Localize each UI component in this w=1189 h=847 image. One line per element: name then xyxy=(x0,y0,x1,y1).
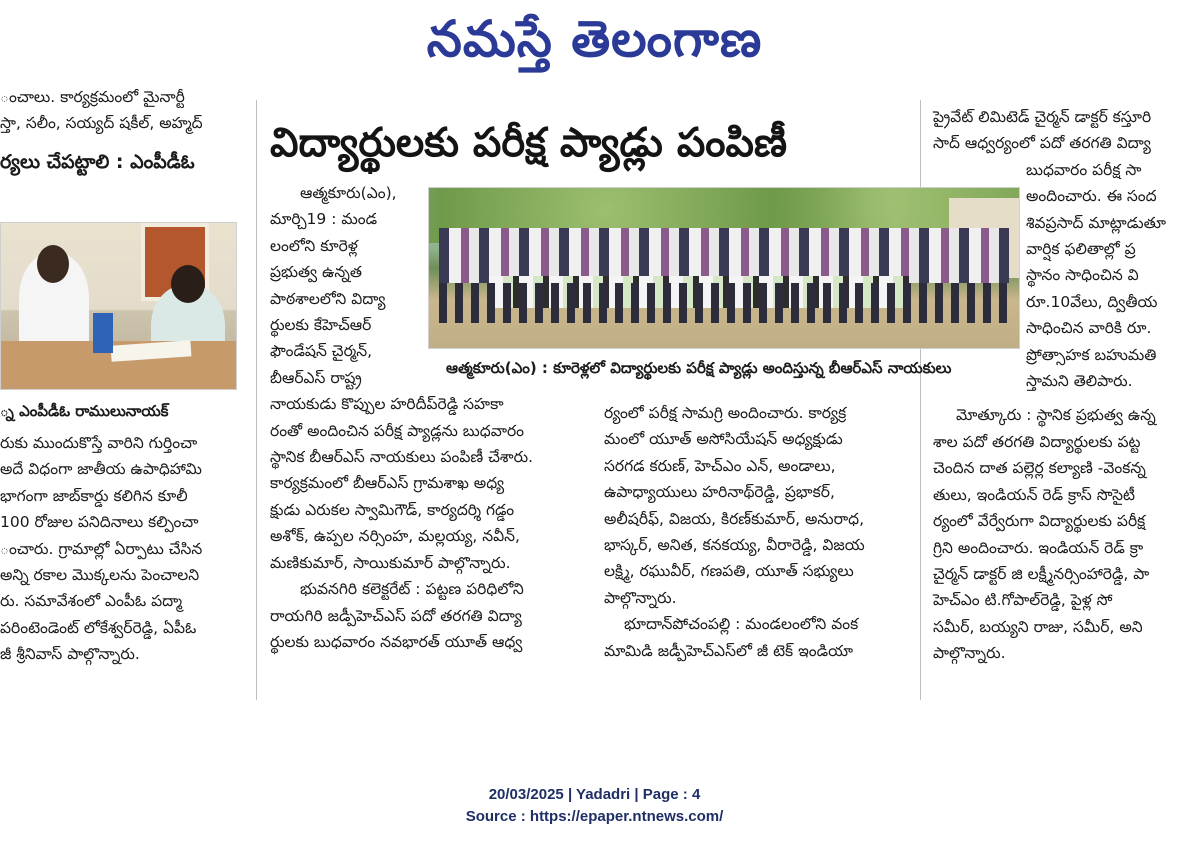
left-body-line: రుకు ముందుకొస్తే వారిని గుర్తించా xyxy=(0,434,198,452)
newspaper-masthead: నమస్తే తెలంగాణ xyxy=(426,10,763,68)
officials-photo xyxy=(0,222,237,390)
article-line: మంలో యూత్ అసోసియేషన్ అధ్యక్షుడు xyxy=(604,430,843,449)
left-subheadline: ర్యలు చేపట్టాలి : ఎంపీడీఓ xyxy=(0,150,195,173)
article-line: నాయకుడు కొప్పుల హరిదీప్‌రెడ్డి సహకా xyxy=(270,395,504,414)
article-line: లంలోని కూరెళ్ల xyxy=(270,236,358,255)
right-line: ప్రైవేట్ లిమిటెడ్ చైర్మన్ డాక్టర్ కస్తూరి xyxy=(933,108,1152,126)
article-line: ర్యంలో పరీక్ష సామగ్రి అందించారు. కార్యక్ర xyxy=(604,404,847,422)
article-line: అలీషరీఫ్, విజయ, కిరణ్‌కుమార్, అనురాధ, xyxy=(604,509,865,528)
article-line: రాయగిరి జడ్పీహెచ్‌ఎస్ పదో తరగతి విద్యా xyxy=(270,606,522,625)
person-figure xyxy=(37,245,69,283)
article-column-a xyxy=(270,180,588,700)
article-line: సరగడ కరుణ్, హెచ్‌ఎం ఎన్, అండాలు, xyxy=(604,456,836,475)
left-body-line: అన్ని రకాల మొక్కలను పెంచాలని xyxy=(0,566,200,585)
article-line: భూదాన్‌పోచంపల్లి : మండలంలోని వంక xyxy=(624,615,859,634)
article-line: ర్థులకు కేహెచ్‌ఆర్ xyxy=(270,316,372,335)
group-photo-caption: ఆత్మకూరు(ఎం) : కూరెళ్లలో విద్యార్థులకు పరీక్ష ప్యాడ్లు అందిస్తున్న బీఆర్‌ఎస్ నాయకులు xyxy=(446,359,952,377)
left-body-line: పరింటెండెంట్ లోకేశ్వర్‌రెడ్డి, ఏపీఓ xyxy=(0,618,197,637)
left-body-line: భాగంగా జాబ్‌కార్డు కలిగిన కూలీ xyxy=(0,486,188,505)
right-line: తులు, ఇండియన్ రెడ్ క్రాస్ సొసైటీ xyxy=(933,485,1135,504)
article-line: భాస్కర్, అనిత, కనకయ్య, వీరారెడ్డి, విజయ xyxy=(604,536,865,555)
right-column xyxy=(921,104,1189,704)
article-column-b xyxy=(604,400,920,700)
right-line: ర్యంలో వేర్వేరుగా విద్యార్థులకు పరీక్ష xyxy=(933,512,1146,531)
right-line: అందించారు. ఈ సంద xyxy=(1026,187,1157,206)
chair xyxy=(93,313,113,353)
right-line: చెందిన దాత పల్లెర్ల కల్యాణి -వెంకన్న xyxy=(933,459,1146,478)
person-figure xyxy=(171,265,205,303)
right-line: సాద్ ఆధ్వర్యంలో పదో తరగతి విద్యా xyxy=(933,134,1151,153)
left-body-line: 100 రోజుల పనిదినాలు కల్పించా xyxy=(0,513,199,532)
right-line: సాధించిన వారికి రూ. xyxy=(1026,319,1152,338)
article-line: కార్యక్రమంలో బీఆర్‌ఎస్ గ్రామశాఖ అధ్య xyxy=(270,474,505,493)
left-body-line: అదే విధంగా జాతీయ ఉపాధిహామి xyxy=(0,460,202,479)
article-line: మణికుమార్, సాయికుమార్ పాల్గొన్నారు. xyxy=(270,553,511,572)
article-line: లక్ష్మి, రఘువీర్, గణపతి, యూత్ సభ్యులు xyxy=(604,562,854,581)
right-line: సమీర్, బయ్యని రాజు, సమీర్, అని xyxy=(933,617,1143,636)
article-line: ఆత్మకూరు(ఎం), xyxy=(300,184,397,202)
article-line: ఉపాధ్యాయులు హరినాథ్‌రెడ్డి, ప్రభాకర్, xyxy=(604,483,835,502)
article-line: పాల్గొన్నారు. xyxy=(604,588,677,607)
left-body xyxy=(0,430,238,700)
column-rule-left xyxy=(256,100,257,700)
article-line: క్షుడు ఎరుకల స్వామిగౌడ్, కార్యదర్శి గడ్డం xyxy=(270,500,515,519)
article-line: పాఠశాలలోని విద్యా xyxy=(270,289,386,308)
article-line: బీఆర్‌ఎస్ రాష్ట్ర xyxy=(270,368,362,387)
right-line: ప్రోత్సాహక బహుమతి xyxy=(1026,345,1157,364)
article-line: భువనగిరి కలెక్టరేట్ : పట్టణ పరిధిలోని xyxy=(300,580,524,599)
article-line: రంతో అందించిన పరీక్ష ప్యాడ్లను బుధవారం xyxy=(270,421,525,440)
right-line: స్తామని తెలిపారు. xyxy=(1026,372,1133,391)
left-text-line: ంచాలు. కార్యక్రమంలో మైనార్టీ xyxy=(0,88,185,106)
left-body-line: ంచారు. గ్రామాల్లో ఏర్పాటు చేసిన xyxy=(0,539,203,558)
article-line: ర్థులకు బుధవారం నవభారత్ యూత్ ఆధ్వ xyxy=(270,632,523,651)
left-body-line: జీ శ్రీనివాస్ పాల్గొన్నారు. xyxy=(0,645,140,664)
right-line: బుధవారం పరీక్ష సా xyxy=(1026,160,1142,179)
footer-source-link[interactable]: Source : https://epaper.ntnews.com/ xyxy=(465,808,724,825)
article-line: స్థానిక బీఆర్‌ఎస్ నాయకులు పంపిణీ చేశారు. xyxy=(270,448,534,467)
right-line: హెచ్‌ఎం టి.గోపాల్‌రెడ్డి, పైళ్ల సో xyxy=(933,591,1113,610)
right-line: గ్రిని అందించారు. ఇండియన్ రెడ్ క్రా xyxy=(933,538,1144,557)
article-line: అశోక్, ఉప్పల నర్సింహ, మల్లయ్య, నవీన్, xyxy=(270,527,520,546)
right-line: రూ.10వేలు, ద్వితీయ xyxy=(1026,292,1158,311)
article-headline: విద్యార్థులకు పరీక్ష ప్యాడ్లు పంపిణీ xyxy=(270,120,788,166)
right-line: శాల పదో తరగతి విద్యార్థులకు పట్ట xyxy=(933,432,1141,451)
right-line: మోత్కూరు : స్థానిక ప్రభుత్వ ఉన్న xyxy=(956,406,1156,425)
article-line: ప్రభుత్వ ఉన్నత xyxy=(270,263,362,282)
right-line: స్థానం సాధించిన వి xyxy=(1026,266,1139,285)
right-line: చైర్మన్ డాక్టర్ జి లక్ష్మీనర్సింహారెడ్డి, పా xyxy=(933,564,1150,583)
article-line: మార్చి19 : మండ xyxy=(270,210,378,229)
right-line: పాల్గొన్నారు. xyxy=(933,644,1006,663)
left-body-line: రు. సమావేశంలో ఎంపీఓ పద్మా xyxy=(0,592,183,611)
left-photo-caption: ్న ఎంపీడీఓ రాములునాయక్ xyxy=(0,402,169,420)
article-line: మామిడి జడ్పీహెచ్‌ఎస్‌లో జీ టెక్ ఇండియా xyxy=(604,641,853,660)
right-line: వార్షిక ఫలితాల్లో ప్ర xyxy=(1026,240,1136,259)
footer-date-edition: 20/03/2025 | Yadadri | Page : 4 xyxy=(488,786,701,803)
right-line: శివప్రసాద్ మాట్లాడుతూ xyxy=(1026,213,1166,232)
left-text-line: స్తా, సలీం, సయ్యద్ షకీల్, అహ్మద్ xyxy=(0,114,203,133)
article-line: ఫౌండేషన్ చైర్మన్, xyxy=(270,342,373,361)
